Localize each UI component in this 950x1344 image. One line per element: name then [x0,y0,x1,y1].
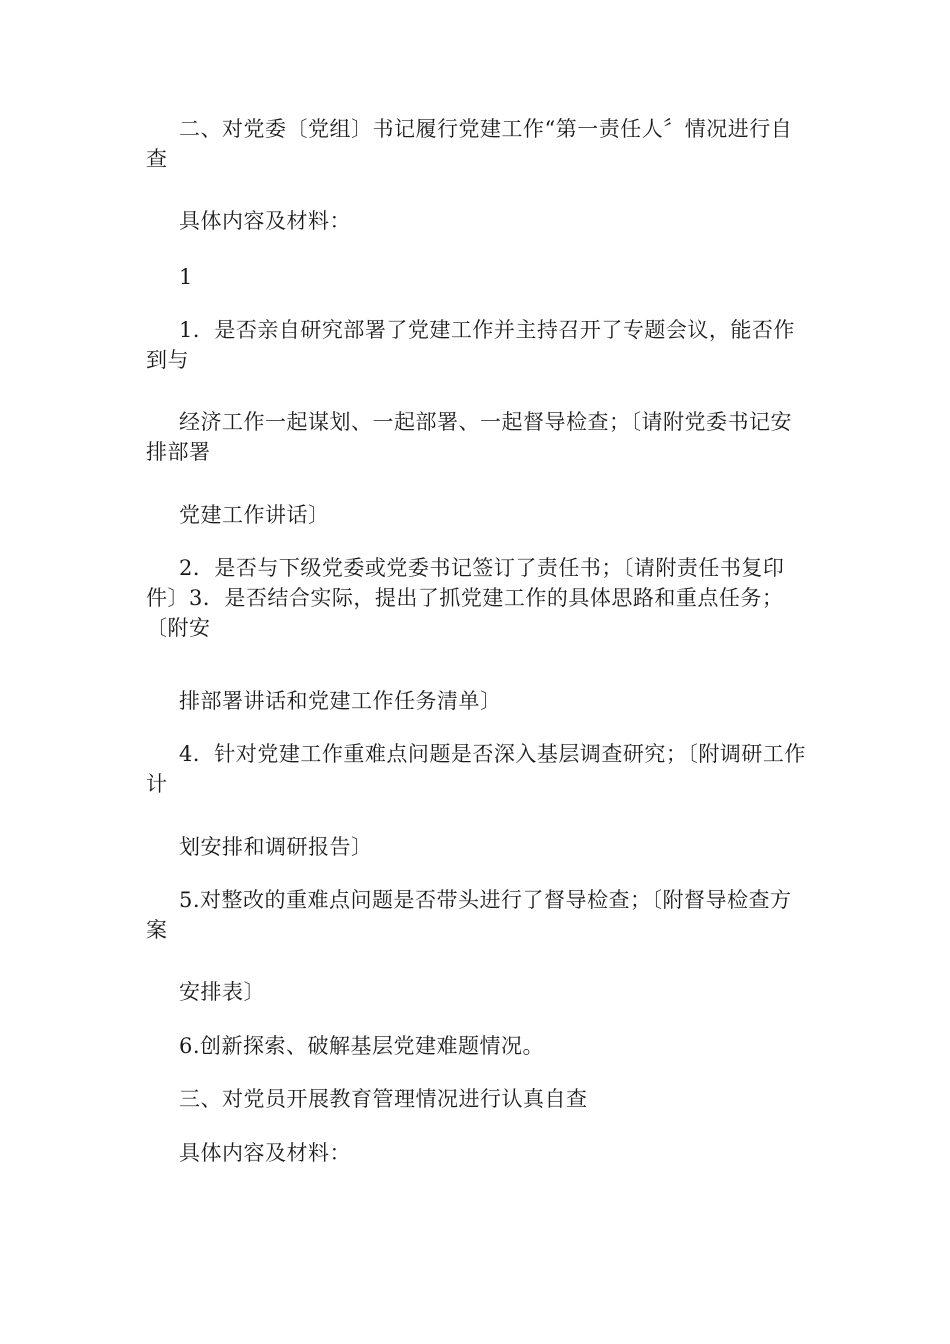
materials-label: 具体内容及材料： [179,209,351,233]
materials-label-2: 具体内容及材料： [179,1141,351,1165]
item-5: 5.对整改的重难点问题是否带头进行了督导检查；〔附督导检查方案 [146,888,792,942]
items-2-3: 2．是否与下级党委或党委书记签订了责任书；〔请附责任书复印件〕3．是否结合实际，提出了抓党建工作的具体思路和重点任务；〔附安 [146,556,785,640]
page-number-text: 1 [179,265,193,289]
item-5-end: 安排表〕 [179,980,265,1004]
item-1: 1．是否亲自研究部署了党建工作并主持召开了专题会议，能否作到与 [146,318,795,372]
item-6: 6.创新探索、破解基层党建难题情况。 [179,1034,545,1058]
item-1-end: 党建工作讲话〕 [179,503,330,527]
section-heading-two: 二、对党委〔党组〕书记履行党建工作“第一责任人〞情况进行自查 [146,117,793,171]
item-4: 4．针对党建工作重难点问题是否深入基层调查研究；〔附调研工作计 [146,742,806,796]
item-3-end: 排部署讲话和党建工作任务清单〕 [179,689,502,713]
section-heading-three: 三、对党员开展教育管理情况进行认真自查 [179,1087,588,1111]
item-1-continued: 经济工作一起谋划、一起部署、一起督导检查；〔请附党委书记安排部署 [146,410,792,464]
item-4-end: 划安排和调研报告〕 [179,835,373,859]
